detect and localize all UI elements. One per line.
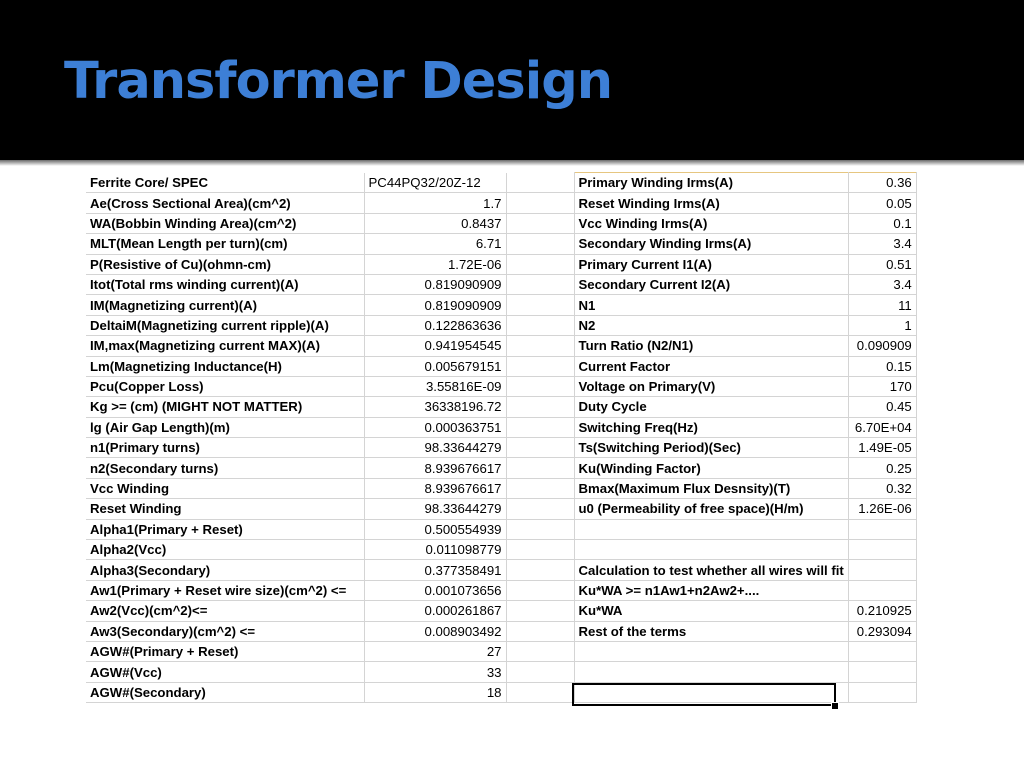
empty-cell[interactable] bbox=[506, 213, 574, 233]
spreadsheet-table bbox=[86, 172, 917, 703]
table-row bbox=[86, 641, 916, 661]
label-cell[interactable]: Alpha2(Vcc) bbox=[86, 540, 364, 560]
table-row bbox=[86, 417, 916, 437]
table-row bbox=[86, 274, 916, 294]
value-cell[interactable]: 0.210925 bbox=[848, 601, 916, 621]
table-row bbox=[86, 376, 916, 396]
empty-cell[interactable] bbox=[506, 193, 574, 213]
value-cell[interactable]: 0.36 bbox=[848, 173, 916, 193]
empty-cell[interactable] bbox=[506, 499, 574, 519]
label-cell[interactable]: AGW#(Primary + Reset) bbox=[86, 641, 364, 661]
table-row bbox=[86, 173, 916, 193]
table-row bbox=[86, 234, 916, 254]
label-cell[interactable]: Alpha1(Primary + Reset) bbox=[86, 519, 364, 539]
slide-title: Transformer Design bbox=[64, 52, 613, 111]
value-cell[interactable]: 0.000261867 bbox=[364, 601, 506, 621]
value-cell[interactable]: PC44PQ32/20Z-12 bbox=[364, 173, 506, 193]
label-cell[interactable]: N2 bbox=[574, 315, 848, 335]
value-cell[interactable] bbox=[848, 580, 916, 600]
label-cell[interactable]: Itot(Total rms winding current)(A) bbox=[86, 274, 364, 294]
value-cell[interactable]: 0.8437 bbox=[364, 213, 506, 233]
label-cell[interactable]: IM(Magnetizing current)(A) bbox=[86, 295, 364, 315]
table-row bbox=[86, 254, 916, 274]
label-cell[interactable]: Calculation to test whether all wires will fit bbox=[574, 560, 848, 580]
value-cell[interactable]: 0.32 bbox=[848, 478, 916, 498]
label-cell[interactable]: Aw2(Vcc)(cm^2)<= bbox=[86, 601, 364, 621]
value-cell[interactable]: 1.49E-05 bbox=[848, 438, 916, 458]
label-cell[interactable]: Reset Winding Irms(A) bbox=[574, 193, 848, 213]
value-cell[interactable]: 0.1 bbox=[848, 213, 916, 233]
value-cell[interactable]: 33 bbox=[364, 662, 506, 682]
label-cell[interactable]: Current Factor bbox=[574, 356, 848, 376]
table-row bbox=[86, 519, 916, 539]
value-cell[interactable]: 3.4 bbox=[848, 234, 916, 254]
value-cell[interactable]: 0.51 bbox=[848, 254, 916, 274]
empty-cell[interactable] bbox=[506, 560, 574, 580]
value-cell[interactable]: 3.4 bbox=[848, 274, 916, 294]
value-cell[interactable]: 0.090909 bbox=[848, 336, 916, 356]
empty-cell[interactable] bbox=[506, 438, 574, 458]
value-cell[interactable]: 0.45 bbox=[848, 397, 916, 417]
slide-header bbox=[0, 0, 1024, 160]
value-cell[interactable]: 0.500554939 bbox=[364, 519, 506, 539]
selected-cell[interactable] bbox=[572, 683, 836, 706]
label-cell[interactable]: Primary Current I1(A) bbox=[574, 254, 848, 274]
fill-handle[interactable] bbox=[831, 702, 839, 710]
empty-cell[interactable] bbox=[506, 621, 574, 641]
value-cell[interactable]: 0.001073656 bbox=[364, 580, 506, 600]
empty-cell[interactable] bbox=[506, 254, 574, 274]
value-cell[interactable]: 1.72E-06 bbox=[364, 254, 506, 274]
label-cell[interactable]: lg (Air Gap Length)(m) bbox=[86, 417, 364, 437]
value-cell[interactable]: 0.25 bbox=[848, 458, 916, 478]
value-cell[interactable]: 98.33644279 bbox=[364, 499, 506, 519]
value-cell[interactable]: 3.55816E-09 bbox=[364, 376, 506, 396]
value-cell[interactable]: 1.26E-06 bbox=[848, 499, 916, 519]
value-cell[interactable]: 0.005679151 bbox=[364, 356, 506, 376]
table-row bbox=[86, 560, 916, 580]
empty-cell[interactable] bbox=[506, 580, 574, 600]
value-cell[interactable]: 6.70E+04 bbox=[848, 417, 916, 437]
value-cell[interactable]: 0.15 bbox=[848, 356, 916, 376]
table-row bbox=[86, 315, 916, 335]
empty-cell[interactable] bbox=[506, 315, 574, 335]
empty-cell[interactable] bbox=[506, 540, 574, 560]
empty-cell[interactable] bbox=[506, 376, 574, 396]
value-cell[interactable]: 0.008903492 bbox=[364, 621, 506, 641]
value-cell[interactable]: 98.33644279 bbox=[364, 438, 506, 458]
value-cell[interactable]: 0.377358491 bbox=[364, 560, 506, 580]
value-cell[interactable]: 36338196.72 bbox=[364, 397, 506, 417]
empty-cell[interactable] bbox=[506, 234, 574, 254]
empty-cell[interactable] bbox=[506, 274, 574, 294]
label-cell[interactable]: Ae(Cross Sectional Area)(cm^2) bbox=[86, 193, 364, 213]
value-cell[interactable]: 6.71 bbox=[364, 234, 506, 254]
value-cell[interactable]: 0.819090909 bbox=[364, 295, 506, 315]
label-cell[interactable]: Switching Freq(Hz) bbox=[574, 417, 848, 437]
label-cell[interactable]: Ku*WA bbox=[574, 601, 848, 621]
label-cell[interactable]: Vcc Winding bbox=[86, 478, 364, 498]
value-cell[interactable]: 27 bbox=[364, 641, 506, 661]
label-cell[interactable]: Lm(Magnetizing Inductance(H) bbox=[86, 356, 364, 376]
header-shadow bbox=[0, 160, 1024, 166]
value-cell[interactable]: 8.939676617 bbox=[364, 458, 506, 478]
label-cell[interactable] bbox=[574, 519, 848, 539]
value-cell[interactable]: 11 bbox=[848, 295, 916, 315]
label-cell[interactable]: Ku(Winding Factor) bbox=[574, 458, 848, 478]
empty-cell[interactable] bbox=[506, 295, 574, 315]
label-cell[interactable]: Alpha3(Secondary) bbox=[86, 560, 364, 580]
value-cell[interactable] bbox=[848, 540, 916, 560]
spreadsheet-body bbox=[86, 173, 916, 703]
empty-cell[interactable] bbox=[506, 173, 574, 193]
label-cell[interactable]: Aw3(Secondary)(cm^2) <= bbox=[86, 621, 364, 641]
label-cell[interactable]: Ferrite Core/ SPEC bbox=[86, 173, 364, 193]
table-row bbox=[86, 478, 916, 498]
value-cell[interactable] bbox=[848, 641, 916, 661]
value-cell[interactable] bbox=[848, 560, 916, 580]
label-cell[interactable]: WA(Bobbin Winding Area)(cm^2) bbox=[86, 213, 364, 233]
table-row bbox=[86, 540, 916, 560]
value-cell[interactable]: 0.819090909 bbox=[364, 274, 506, 294]
table-row bbox=[86, 499, 916, 519]
value-cell[interactable]: 0.941954545 bbox=[364, 336, 506, 356]
label-cell[interactable]: n1(Primary turns) bbox=[86, 438, 364, 458]
label-cell[interactable]: IM,max(Magnetizing current MAX)(A) bbox=[86, 336, 364, 356]
empty-cell[interactable] bbox=[506, 397, 574, 417]
table-row bbox=[86, 601, 916, 621]
label-cell[interactable]: P(Resistive of Cu)(ohmn-cm) bbox=[86, 254, 364, 274]
value-cell[interactable] bbox=[848, 519, 916, 539]
label-cell[interactable] bbox=[574, 662, 848, 682]
label-cell[interactable]: N1 bbox=[574, 295, 848, 315]
label-cell[interactable]: Bmax(Maximum Flux Desnsity)(T) bbox=[574, 478, 848, 498]
label-cell[interactable]: Kg >= (cm) (MIGHT NOT MATTER) bbox=[86, 397, 364, 417]
label-cell[interactable]: Secondary Winding Irms(A) bbox=[574, 234, 848, 254]
value-cell[interactable] bbox=[848, 682, 916, 702]
table-row bbox=[86, 621, 916, 641]
empty-cell[interactable] bbox=[506, 662, 574, 682]
value-cell[interactable] bbox=[848, 662, 916, 682]
table-row bbox=[86, 193, 916, 213]
value-cell[interactable]: 1.7 bbox=[364, 193, 506, 213]
label-cell[interactable]: Voltage on Primary(V) bbox=[574, 376, 848, 396]
label-cell[interactable]: Primary Winding Irms(A) bbox=[574, 173, 848, 193]
label-cell[interactable]: Ts(Switching Period)(Sec) bbox=[574, 438, 848, 458]
label-cell[interactable]: Vcc Winding Irms(A) bbox=[574, 213, 848, 233]
label-cell[interactable]: Ku*WA >= n1Aw1+n2Aw2+.... bbox=[574, 580, 848, 600]
label-cell[interactable]: u0 (Permeability of free space)(H/m) bbox=[574, 499, 848, 519]
table-row bbox=[86, 397, 916, 417]
table-row bbox=[86, 458, 916, 478]
table-row bbox=[86, 580, 916, 600]
empty-cell[interactable] bbox=[506, 336, 574, 356]
label-cell[interactable]: Pcu(Copper Loss) bbox=[86, 376, 364, 396]
empty-cell[interactable] bbox=[506, 519, 574, 539]
value-cell[interactable]: 0.011098779 bbox=[364, 540, 506, 560]
empty-cell[interactable] bbox=[506, 601, 574, 621]
value-cell[interactable]: 1 bbox=[848, 315, 916, 335]
label-cell[interactable]: AGW#(Vcc) bbox=[86, 662, 364, 682]
table-row bbox=[86, 336, 916, 356]
value-cell[interactable]: 8.939676617 bbox=[364, 478, 506, 498]
value-cell[interactable]: 18 bbox=[364, 682, 506, 702]
label-cell[interactable] bbox=[574, 540, 848, 560]
value-cell[interactable]: 0.000363751 bbox=[364, 417, 506, 437]
empty-cell[interactable] bbox=[506, 458, 574, 478]
table-row bbox=[86, 295, 916, 315]
empty-cell[interactable] bbox=[506, 641, 574, 661]
label-cell[interactable]: Aw1(Primary + Reset wire size)(cm^2) <= bbox=[86, 580, 364, 600]
label-cell[interactable]: Turn Ratio (N2/N1) bbox=[574, 336, 848, 356]
empty-cell[interactable] bbox=[506, 356, 574, 376]
label-cell[interactable]: Secondary Current I2(A) bbox=[574, 274, 848, 294]
empty-cell[interactable] bbox=[506, 417, 574, 437]
value-cell[interactable]: 0.122863636 bbox=[364, 315, 506, 335]
table-row bbox=[86, 213, 916, 233]
value-cell[interactable]: 0.293094 bbox=[848, 621, 916, 641]
empty-cell[interactable] bbox=[506, 682, 574, 702]
table-row bbox=[86, 356, 916, 376]
label-cell[interactable]: AGW#(Secondary) bbox=[86, 682, 364, 702]
label-cell[interactable]: DeltaiM(Magnetizing current ripple)(A) bbox=[86, 315, 364, 335]
table-row bbox=[86, 438, 916, 458]
label-cell[interactable]: Duty Cycle bbox=[574, 397, 848, 417]
table-row bbox=[86, 662, 916, 682]
label-cell[interactable]: Rest of the terms bbox=[574, 621, 848, 641]
value-cell[interactable]: 0.05 bbox=[848, 193, 916, 213]
value-cell[interactable]: 170 bbox=[848, 376, 916, 396]
label-cell[interactable]: MLT(Mean Length per turn)(cm) bbox=[86, 234, 364, 254]
label-cell[interactable] bbox=[574, 641, 848, 661]
label-cell[interactable]: Reset Winding bbox=[86, 499, 364, 519]
label-cell[interactable]: n2(Secondary turns) bbox=[86, 458, 364, 478]
empty-cell[interactable] bbox=[506, 478, 574, 498]
